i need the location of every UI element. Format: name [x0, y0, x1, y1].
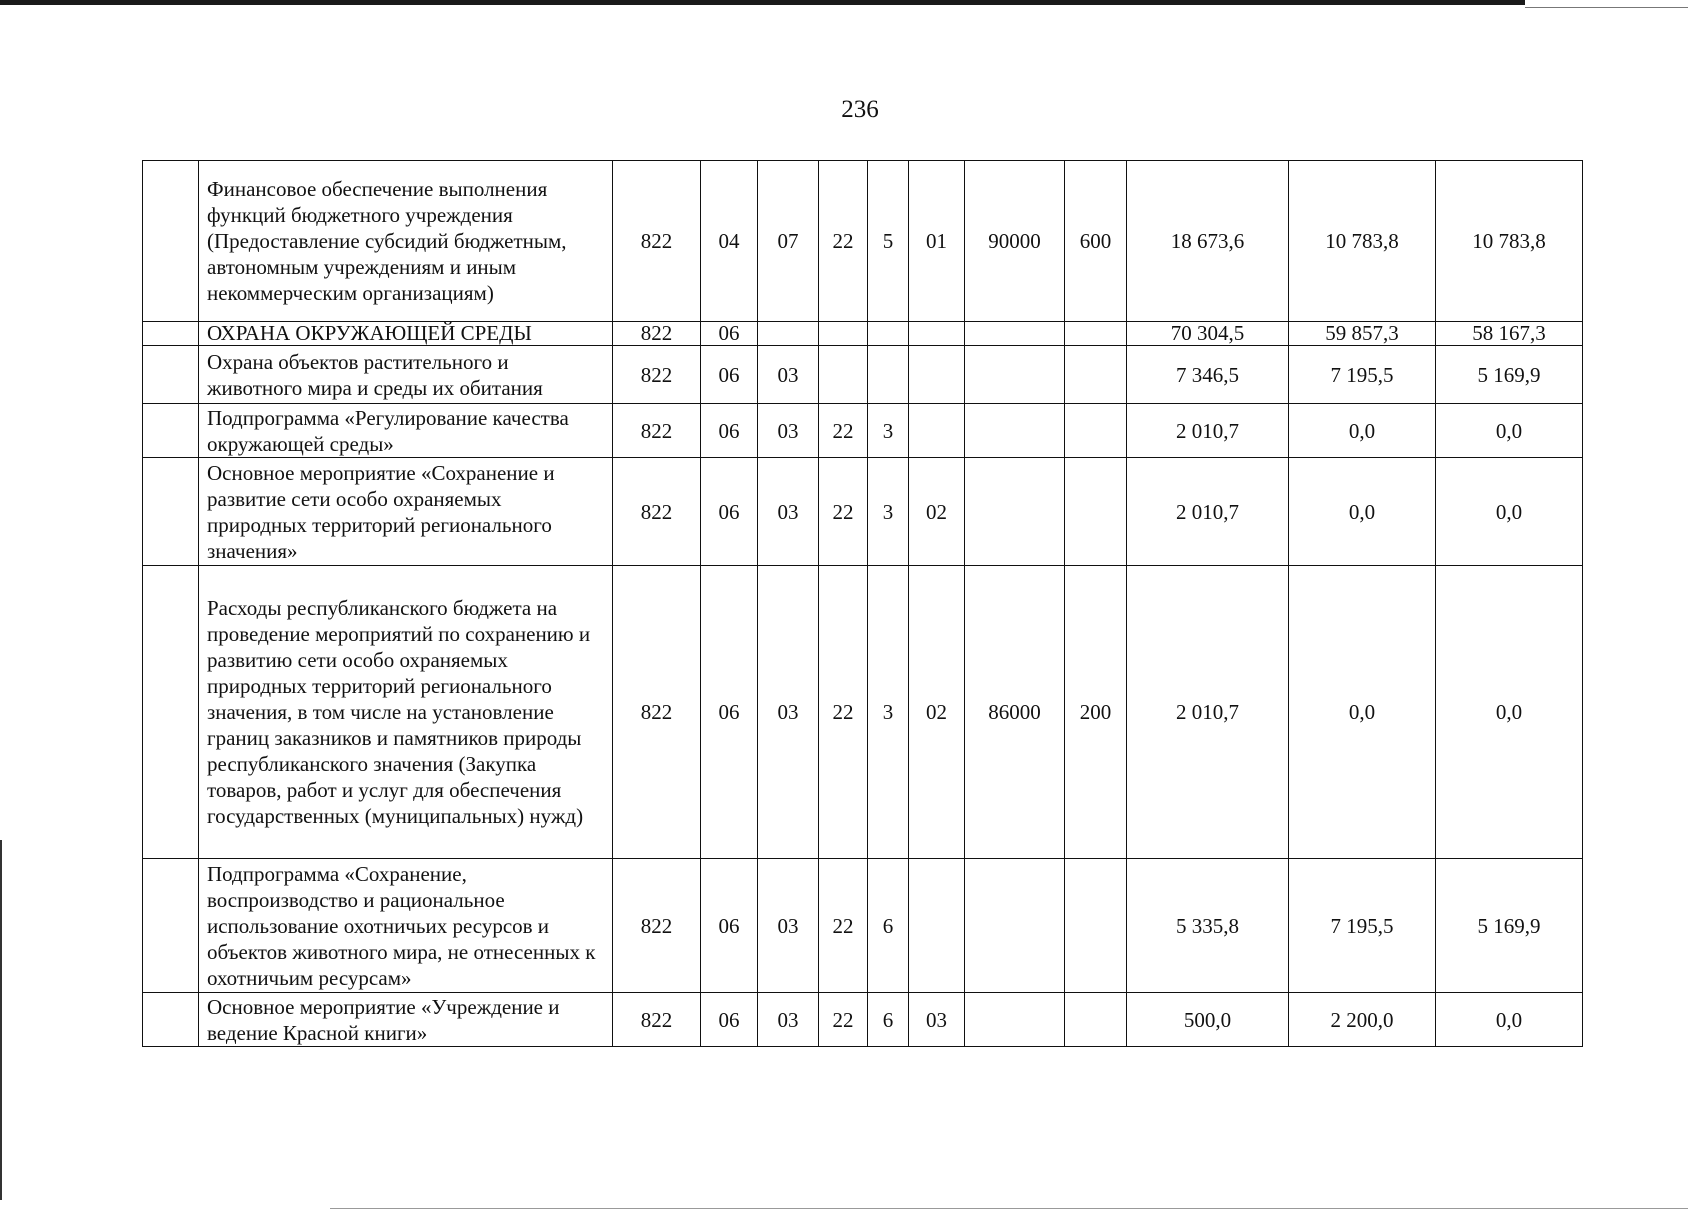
program-code: 22 [819, 993, 868, 1047]
ministry-code: 822 [613, 161, 701, 322]
event-code: 03 [909, 993, 965, 1047]
direction-code [965, 346, 1065, 404]
direction-code: 90000 [965, 161, 1065, 322]
subprogram-code [868, 346, 909, 404]
amount-year-1: 2 010,7 [1127, 404, 1289, 458]
expense-type-code: 600 [1065, 161, 1127, 322]
amount-year-2: 2 200,0 [1289, 993, 1436, 1047]
subprogram-code: 5 [868, 161, 909, 322]
event-code [909, 859, 965, 993]
amount-year-1: 5 335,8 [1127, 859, 1289, 993]
expense-name: Основное мероприятие «Учреждение и ведение Красной книги» [199, 993, 613, 1047]
event-code [909, 346, 965, 404]
amount-year-2: 59 857,3 [1289, 322, 1436, 346]
scan-edge-top-thin [1525, 7, 1688, 8]
ministry-code: 822 [613, 404, 701, 458]
amount-year-1: 2 010,7 [1127, 458, 1289, 566]
amount-year-3: 0,0 [1436, 404, 1583, 458]
row-number [143, 458, 199, 566]
table-row [143, 458, 1583, 566]
subsection-code: 03 [758, 859, 819, 993]
direction-code [965, 404, 1065, 458]
expense-name: Финансовое обеспечение выполнения функций бюджетного учреждения (Предоставление субсидий бюджетным, автономным учреждениям и иным некоммерческим организациям) [199, 161, 613, 322]
subsection-code: 03 [758, 993, 819, 1047]
subprogram-code: 3 [868, 566, 909, 859]
scan-edge-left [0, 840, 2, 1200]
expense-name: Подпрограмма «Регулирование качества окружающей среды» [199, 404, 613, 458]
expense-name: Основное мероприятие «Сохранение и развитие сети особо охраняемых природных территорий регионального значения» [199, 458, 613, 566]
direction-code [965, 322, 1065, 346]
section-code: 06 [701, 404, 758, 458]
expense-type-code: 200 [1065, 566, 1127, 859]
direction-code [965, 993, 1065, 1047]
section-code: 04 [701, 161, 758, 322]
amount-year-3: 0,0 [1436, 993, 1583, 1047]
amount-year-3: 5 169,9 [1436, 859, 1583, 993]
amount-year-2: 0,0 [1289, 458, 1436, 566]
section-code: 06 [701, 458, 758, 566]
table-row [143, 404, 1583, 458]
amount-year-2: 0,0 [1289, 566, 1436, 859]
budget-table-body [143, 161, 1583, 1047]
expense-name: Охрана объектов растительного и животного мира и среды их обитания [199, 346, 613, 404]
amount-year-3: 10 783,8 [1436, 161, 1583, 322]
amount-year-3: 0,0 [1436, 566, 1583, 859]
event-code: 02 [909, 458, 965, 566]
expense-name: Подпрограмма «Сохранение, воспроизводство и рациональное использование охотничьих ресурсов и объектов животного мира, не отнесенных к охотничьим ресурсам» [199, 859, 613, 993]
amount-year-3: 5 169,9 [1436, 346, 1583, 404]
program-code: 22 [819, 161, 868, 322]
row-number [143, 161, 199, 322]
expense-type-code [1065, 322, 1127, 346]
amount-year-3: 58 167,3 [1436, 322, 1583, 346]
ministry-code: 822 [613, 458, 701, 566]
section-code: 06 [701, 566, 758, 859]
expense-name: Расходы республиканского бюджета на проведение мероприятий по сохранению и развитию сети особо охраняемых природных территорий регионального значения, в том числе на установление границ заказников и памятников природы республиканского значения (Закупка товаров, работ и услуг для обеспечения государственных (муниципальных) нужд) [199, 566, 613, 859]
subprogram-code: 6 [868, 859, 909, 993]
section-code: 06 [701, 346, 758, 404]
expense-name: ОХРАНА ОКРУЖАЮЩЕЙ СРЕДЫ [199, 322, 613, 346]
row-number [143, 404, 199, 458]
scan-edge-top [0, 0, 1525, 5]
amount-year-1: 18 673,6 [1127, 161, 1289, 322]
event-code: 01 [909, 161, 965, 322]
event-code [909, 404, 965, 458]
row-number [143, 566, 199, 859]
subprogram-code: 6 [868, 993, 909, 1047]
subsection-code: 03 [758, 404, 819, 458]
direction-code [965, 859, 1065, 993]
direction-code [965, 458, 1065, 566]
section-code: 06 [701, 859, 758, 993]
expense-type-code [1065, 404, 1127, 458]
amount-year-2: 10 783,8 [1289, 161, 1436, 322]
program-code [819, 322, 868, 346]
row-number [143, 859, 199, 993]
subsection-code [758, 322, 819, 346]
amount-year-2: 7 195,5 [1289, 346, 1436, 404]
table-row [143, 346, 1583, 404]
subprogram-code: 3 [868, 404, 909, 458]
ministry-code: 822 [613, 322, 701, 346]
expense-type-code [1065, 458, 1127, 566]
page-number: 236 [841, 96, 879, 123]
table-row [143, 993, 1583, 1047]
row-number [143, 993, 199, 1047]
amount-year-1: 500,0 [1127, 993, 1289, 1047]
program-code: 22 [819, 859, 868, 993]
subsection-code: 03 [758, 566, 819, 859]
direction-code: 86000 [965, 566, 1065, 859]
event-code: 02 [909, 566, 965, 859]
amount-year-1: 7 346,5 [1127, 346, 1289, 404]
event-code [909, 322, 965, 346]
program-code [819, 346, 868, 404]
table-row [143, 566, 1583, 859]
row-number [143, 322, 199, 346]
subsection-code: 07 [758, 161, 819, 322]
program-code: 22 [819, 404, 868, 458]
table-row [143, 859, 1583, 993]
expense-type-code [1065, 346, 1127, 404]
expense-type-code [1065, 993, 1127, 1047]
subprogram-code [868, 322, 909, 346]
ministry-code: 822 [613, 993, 701, 1047]
ministry-code: 822 [613, 859, 701, 993]
subprogram-code: 3 [868, 458, 909, 566]
subsection-code: 03 [758, 458, 819, 566]
ministry-code: 822 [613, 346, 701, 404]
amount-year-1: 2 010,7 [1127, 566, 1289, 859]
amount-year-2: 7 195,5 [1289, 859, 1436, 993]
section-code: 06 [701, 993, 758, 1047]
section-code: 06 [701, 322, 758, 346]
amount-year-3: 0,0 [1436, 458, 1583, 566]
program-code: 22 [819, 458, 868, 566]
amount-year-1: 70 304,5 [1127, 322, 1289, 346]
expense-type-code [1065, 859, 1127, 993]
subsection-code: 03 [758, 346, 819, 404]
program-code: 22 [819, 566, 868, 859]
amount-year-2: 0,0 [1289, 404, 1436, 458]
table-row [143, 161, 1583, 322]
row-number [143, 346, 199, 404]
budget-table [142, 160, 1583, 1047]
table-row [143, 322, 1583, 346]
ministry-code: 822 [613, 566, 701, 859]
